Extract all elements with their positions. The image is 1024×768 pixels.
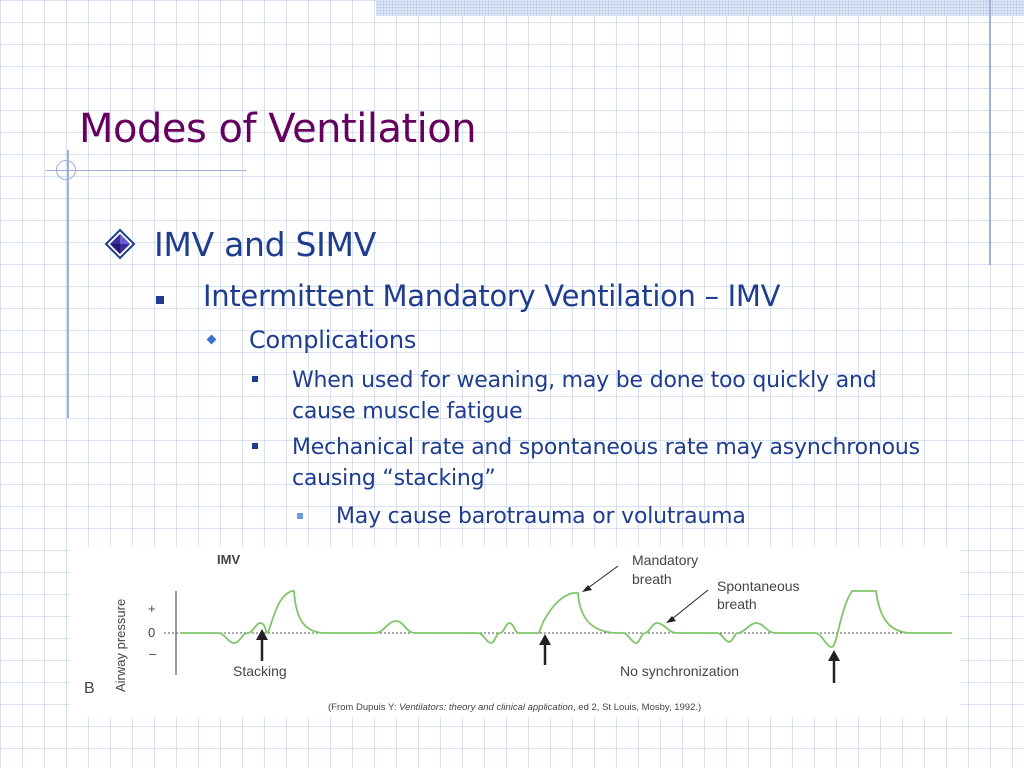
square-bullet-icon [156,296,164,304]
citation-pre: (From Dupuis Y: [328,702,400,713]
y-tick-plus: + [148,601,156,616]
small-diamond-bullet-icon [207,335,217,345]
square-bullet-icon [297,513,303,519]
y-axis-label: Airway pressure [113,598,128,692]
slide-title: Modes of Ventilation [79,106,477,152]
diamond-bullet-icon [104,228,136,260]
right-decor-line [989,0,991,265]
y-tick-minus: – [149,646,157,661]
title-underline [46,170,246,171]
arrow-stacking-icon [256,629,268,661]
bullet-level2-text: Intermittent Mandatory Ventilation – IMV [203,279,781,313]
square-bullet-icon [252,376,258,382]
square-bullet-icon [252,443,258,449]
bullet-level5-text: May cause barotrauma or volutrauma [336,504,746,529]
top-decor-band [376,0,1024,16]
no-sync-label: No synchronization [620,663,740,679]
decor-ring [56,160,76,180]
panel-letter: B [84,680,95,697]
waveform-svg [70,547,960,717]
mandatory-label-line1: Mandatory [632,552,699,568]
figure-citation [328,702,701,713]
imv-waveform-figure [70,547,960,717]
citation-post: , ed 2, St Louis, Mosby, 1992.) [573,702,702,713]
spontaneous-pointer-icon [666,590,708,623]
bullet-level4-text: Mechanical rate and spontaneous rate may asynchronous causing “stacking” [292,435,920,491]
arrow-no-sync-icon [828,650,840,683]
y-tick-zero: 0 [148,625,156,640]
left-decor-line [67,150,69,418]
pressure-waveform [180,591,952,647]
spontaneous-label-line2: breath [717,596,757,612]
mandatory-label-line2: breath [632,571,672,587]
spontaneous-label-line1: Spontaneous [717,578,800,594]
citation-italic: Ventilators: theory and clinical application [399,702,574,713]
panel-title: IMV [217,552,241,567]
bullet-level1-text: IMV and SIMV [154,224,376,264]
arrow-trigger-icon [539,634,551,665]
bullet-level3-text: Complications [249,326,417,354]
bullet-level1 [104,222,376,266]
bullet-level4-text: When used for weaning, may be done too quickly and cause muscle fatigue [292,368,877,424]
stacking-label: Stacking [233,663,287,679]
mandatory-pointer-icon [582,566,618,592]
